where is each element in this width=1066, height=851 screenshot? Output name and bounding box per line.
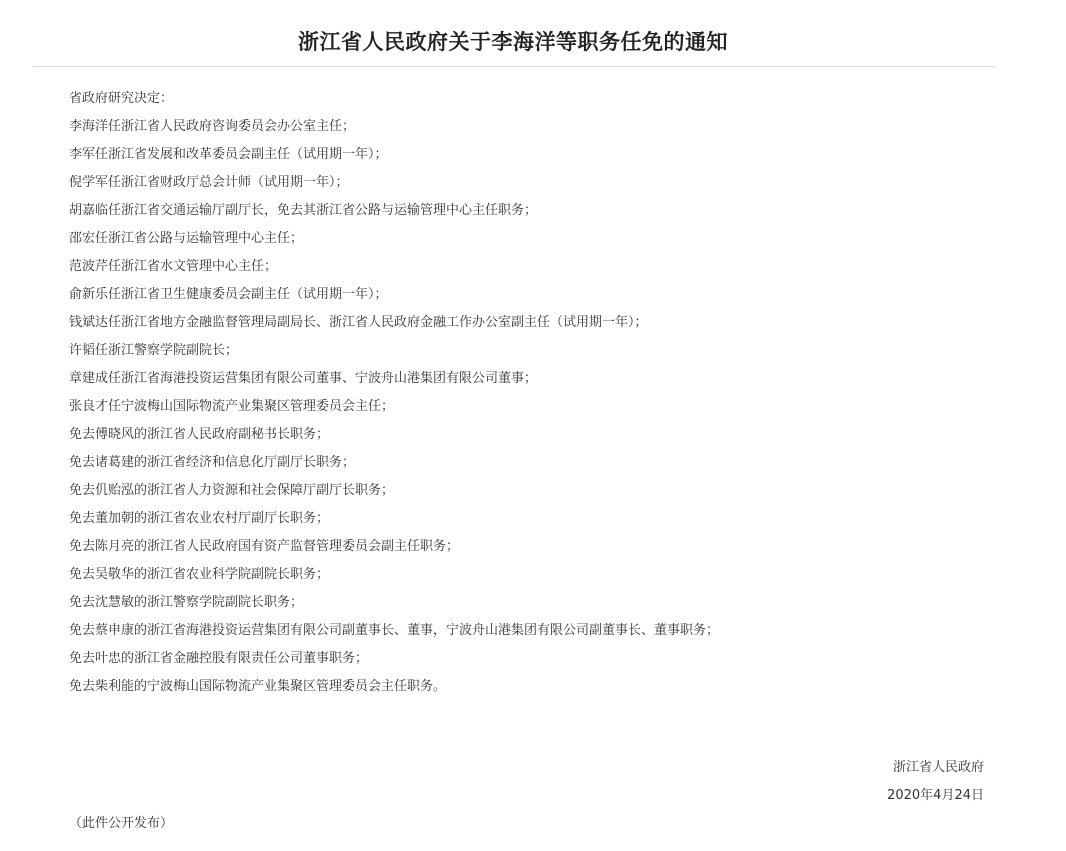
publish-note: （此件公开发布） bbox=[69, 816, 174, 831]
body-line: 免去仉贻泓的浙江省人力资源和社会保障厅副厅长职务； bbox=[69, 483, 395, 498]
body-line: 倪学军任浙江省财政厅总会计师（试用期一年）； bbox=[69, 175, 349, 190]
body-line: 章建成任浙江省海港投资运营集团有限公司董事、宁波舟山港集团有限公司董事； bbox=[69, 371, 538, 386]
body-line: 免去董加朝的浙江省农业农村厅副厅长职务； bbox=[69, 511, 330, 526]
body-line: 李军任浙江省发展和改革委员会副主任（试用期一年）； bbox=[69, 147, 388, 162]
body-line: 免去吴敬华的浙江省农业科学院副院长职务； bbox=[69, 567, 330, 582]
issue-date: 2020年4月24日 bbox=[887, 788, 984, 803]
body-line: 免去傅晓风的浙江省人民政府副秘书长职务； bbox=[69, 427, 330, 442]
body-line: 免去诸葛建的浙江省经济和信息化厅副厅长职务； bbox=[69, 455, 356, 470]
body-line: 李海洋任浙江省人民政府咨询委员会办公室主任； bbox=[69, 119, 356, 134]
body-line: 俞新乐任浙江省卫生健康委员会副主任（试用期一年）； bbox=[69, 287, 388, 302]
body-line: 免去蔡申康的浙江省海港投资运营集团有限公司副董事长、董事，宁波舟山港集团有限公司副董事长、董事职务； bbox=[69, 623, 720, 638]
body-line: 免去柴利能的宁波梅山国际物流产业集聚区管理委员会主任职务。 bbox=[69, 679, 447, 694]
body-line: 钱斌达任浙江省地方金融监督管理局副局长、浙江省人民政府金融工作办公室副主任（试用期一年）； bbox=[69, 315, 648, 330]
body-line: 张良才任宁波梅山国际物流产业集聚区管理委员会主任； bbox=[69, 399, 395, 414]
document-body bbox=[69, 85, 989, 701]
document-title: 浙江省人民政府关于李海洋等职务任免的通知 bbox=[298, 30, 728, 54]
body-line: 免去沈慧敏的浙江警察学院副院长职务； bbox=[69, 595, 304, 610]
body-line-intro: 省政府研究决定： bbox=[69, 91, 174, 106]
body-line: 范波芹任浙江省水文管理中心主任； bbox=[69, 259, 278, 274]
body-line: 免去叶忠的浙江省金融控股有限责任公司董事职务； bbox=[69, 651, 369, 666]
body-line: 胡嘉临任浙江省交通运输厅副厅长，免去其浙江省公路与运输管理中心主任职务； bbox=[69, 203, 538, 218]
body-line: 免去陈月亮的浙江省人民政府国有资产监督管理委员会副主任职务； bbox=[69, 539, 460, 554]
body-line: 邵宏任浙江省公路与运输管理中心主任； bbox=[69, 231, 304, 246]
issuer-signature: 浙江省人民政府 bbox=[892, 760, 984, 775]
title-divider bbox=[33, 66, 994, 67]
body-line: 许韬任浙江警察学院副院长； bbox=[69, 343, 239, 358]
